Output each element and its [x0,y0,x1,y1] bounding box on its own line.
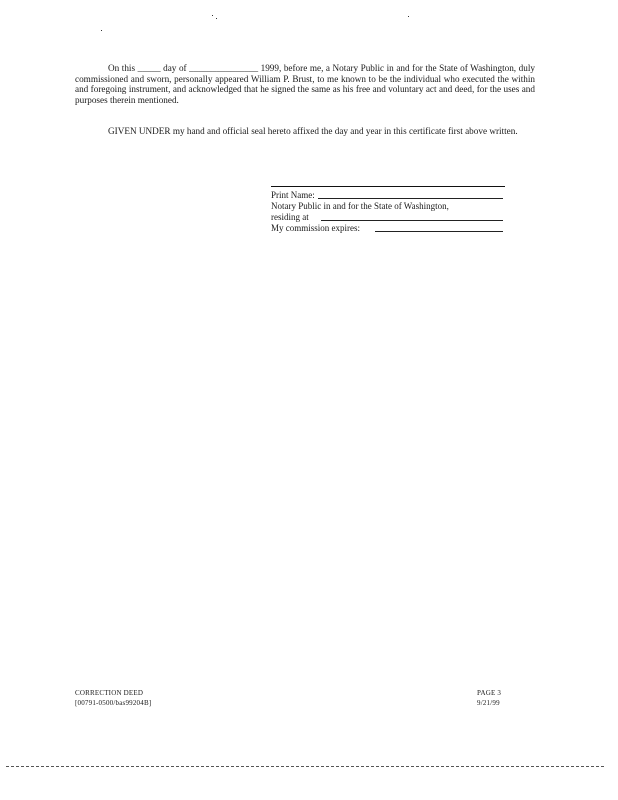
print-name-label: Print Name: [271,190,315,200]
residing-at-blank [321,220,503,221]
scan-bottom-rule [6,766,604,767]
residing-at-label: residing at [271,212,309,222]
notary-public-label: Notary Public in and for the State of Washington, [271,201,449,211]
residing-at-row [271,212,505,223]
footer-date: 9/21/99 [477,699,500,707]
footer-doc-number: [00791-0500/bas99204B] [75,699,152,707]
print-name-blank [318,198,503,199]
scan-speck [408,16,409,17]
scan-speck [101,30,102,31]
scan-speck [212,15,213,16]
commission-blank [375,231,503,232]
given-under-text: GIVEN UNDER my hand and official seal hereto affixed the day and year in this certificate first above written. [108,126,518,136]
footer-left [75,688,151,708]
given-under-paragraph [75,126,535,137]
signature-line [271,186,505,187]
acknowledgment-text: On this _____ day of _______________ 1999, before me, a Notary Public in and for the State of Washington, duly commissioned and sworn, personally appeared William P. Brust, to me known to be the individual who executed the within and foregoing instrument, and acknowledged that he signed the same as his free and voluntary act and deed, for the uses and purposes therein mentioned. [75,63,535,105]
print-name-row [271,190,505,201]
commission-row [271,223,505,234]
footer-doc-title: CORRECTION DEED [75,689,144,697]
notary-public-row [271,201,505,212]
scan-speck [216,18,217,19]
footer-page: PAGE 3 [477,689,502,697]
notary-signature-block [271,186,505,234]
acknowledgment-paragraph [75,63,535,105]
footer-right [477,688,501,708]
commission-label: My commission expires: [271,223,360,233]
